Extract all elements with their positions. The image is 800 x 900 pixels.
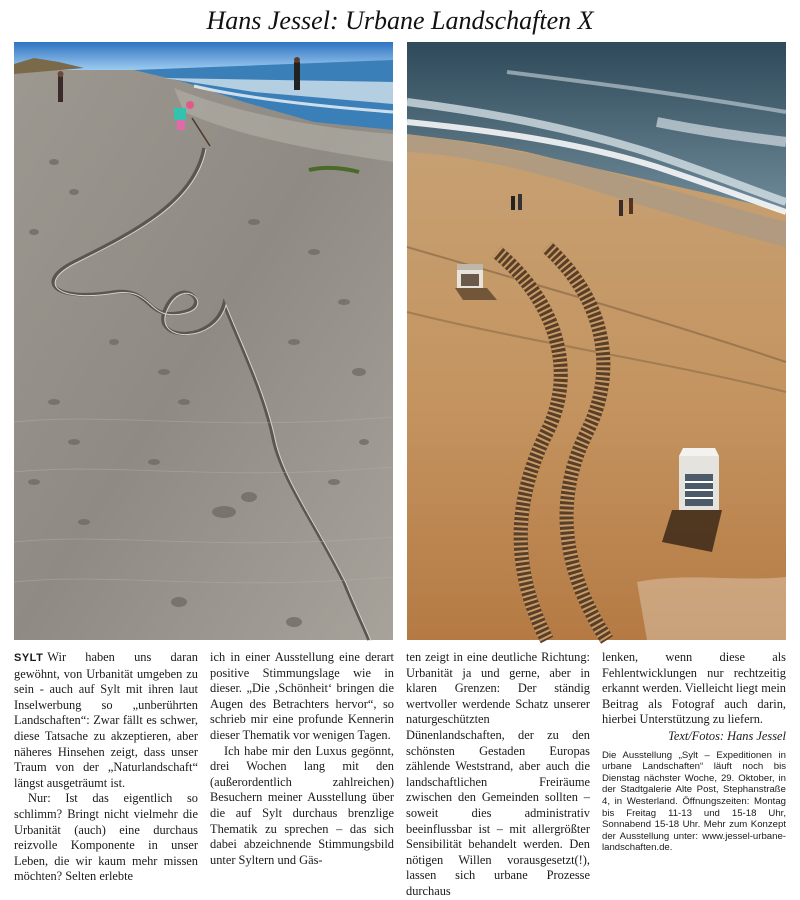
article-body (14, 650, 786, 898)
dateline: SYLT (14, 652, 44, 664)
text-column-2 (210, 650, 394, 867)
photo-beach-tyre-tracks (407, 42, 786, 640)
paragraph: ten zeigt in eine deutliche Richtung: Urbanität ja und gerne, aber in klaren Grenzen: Der ständig wertvoller werdende Schatz unserer naturgeschützten Dünenlandschaften, der zu den schönsten Gestaden Europas zählende Weststrand, aber auch die landschaftlichen Freiräume zwischen den Gemeinden sollten – soweit dies administrativ beeinflussbar ist – mit allergrößter Sensibilität behandelt werden. Den nötigen Willen vorausgesetzt(!), lassen sich urbane Prozesse durchaus (406, 650, 590, 898)
text-column-4 (602, 650, 786, 854)
photo-beach-sand-drawing (14, 42, 393, 640)
paragraph: Nur: Ist das eigentlich so schlimm? Bringt nicht vielmehr die Urbanität (auch) eine durchaus reizvolle Komponente in unser Leben, die wir kaum mehr missen möchten? Selten erlebte (14, 791, 198, 884)
paragraph (14, 650, 198, 791)
paragraph: ich in einer Ausstellung eine derart positive Stimmungslage wie in dieser. „Die ‚Schönheit‘ bringen die Augen des Betrachters hervor“, so schrieb mir eine profunde Kennerin dieser Thematik vor wenigen Tagen. (210, 650, 394, 742)
paragraph: lenken, wenn diese als Fehlentwicklungen nur rechtzeitig erkannt werden. Vielleicht liegt mein Beitrag als Fotograf auch darin, hierbei Unterstützung zu liefern. (602, 650, 786, 727)
paragraph: Ich habe mir den Luxus gegönnt, drei Wochen lang mit den (außerordentlich zahlreichen) Besuchern meiner Ausstellung über die auf Sylt durchaus brenzlige Thematik zu sprechen – das sich dabei abzeichnende Stimmungsbild unter Syltern und Gäs- (210, 743, 394, 867)
paragraph-text: Wir haben uns daran gewöhnt, von Urbanität umgeben zu sein - auch auf Sylt mit ihren laut Inselwerbung so „unberührten Landschaften“: Zwar fällt es schwer, diese Tatsache zu akzeptieren, aber näheres Hinsehen zeigt, dass unser Traum von der „Naturlandschaft“ längst ausgeträumt ist. (14, 650, 198, 790)
text-column-1 (14, 650, 198, 884)
text-column-3 (406, 650, 590, 898)
photo-credit: Text/Fotos: Hans Jessel (668, 728, 786, 743)
exhibition-info: Die Ausstellung „Sylt – Expeditionen in urbane Landschaften“ läuft noch bis Dienstag nächster Woche, 29. Oktober, in der Stadtgalerie Alte Post, Stephanstraße 4, in Westerland. Öffnungszeiten: Montag bis Freitag 11-13 und 15-18 Uhr, Sonnabend 15-18 Uhr. Mehr zum Konzept der Ausstellung unter: www.jessel-urbane-landschaften.de. (602, 749, 786, 854)
article-title: Hans Jessel: Urbane Landschaften X (206, 6, 594, 35)
